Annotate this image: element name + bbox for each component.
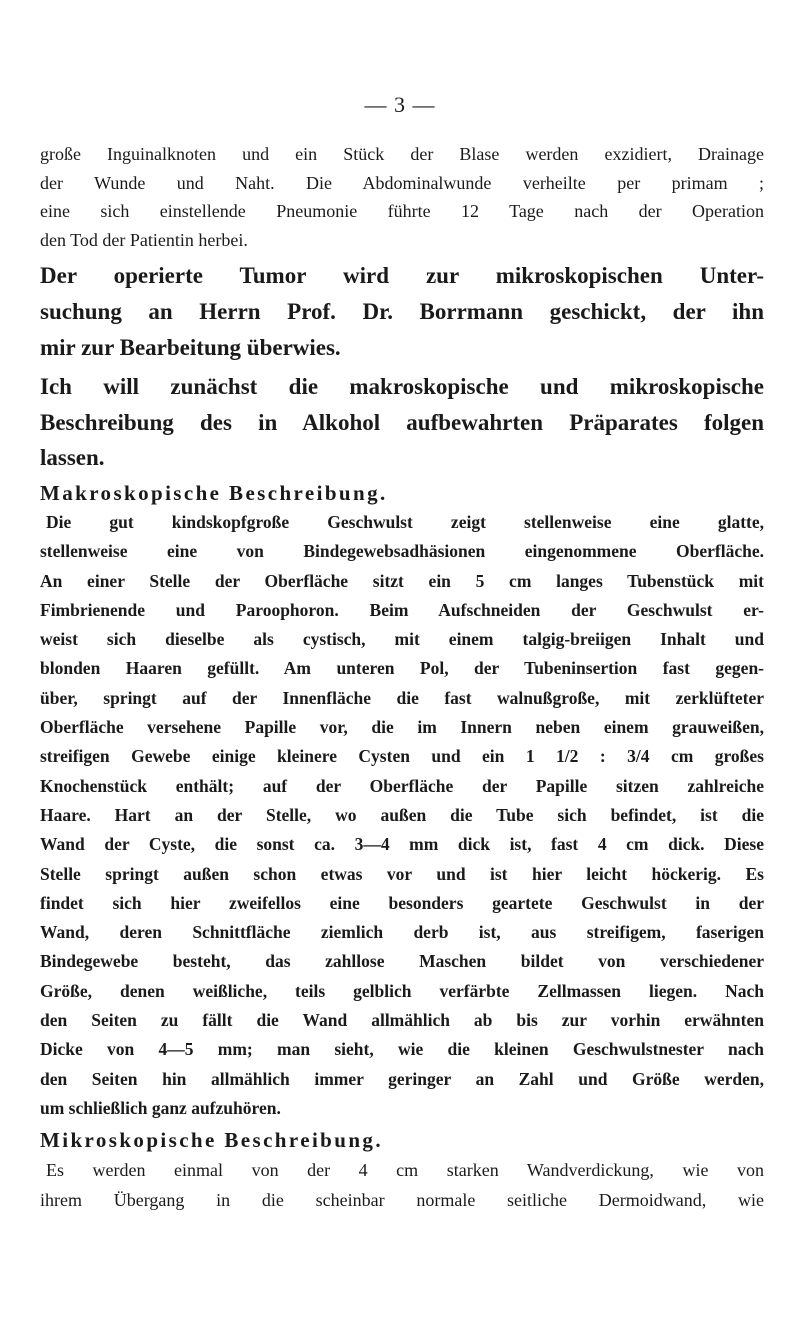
paragraph-tumor-examination [40,258,764,365]
text-line: Ich will zunächst die makroskopische und mikroskopische [40,374,764,400]
text-line: streifigen Gewebe einige kleinere Cysten und ein 1 1/2 : 3/4 cm großes [40,746,764,767]
text-line: eine sich einstellende Pneumonie führte 12 Tage nach der Operation [40,201,764,222]
text-line: den Tod der Patientin herbei. [40,229,248,250]
text-line: ihrem Übergang in die scheinbar normale seitliche Dermoidwand, wie [40,1190,764,1211]
text-line: Haare. Hart an der Stelle, wo außen die Tube sich befindet, ist die [40,804,764,825]
section-heading-macroscopic [40,478,764,508]
text-line: suchung an Herrn Prof. Dr. Borrmann geschickt, der ihn [40,298,764,324]
text-line: mir zur Bearbeitung überwies. [40,334,341,360]
text-line: weist sich dieselbe als cystisch, mit einem talgig-breiigen Inhalt und [40,629,764,650]
paragraph-description-intro [40,369,764,476]
text-line: Bindegewebe besteht, das zahllose Maschen bildet von verschiedener [40,951,764,972]
heading-text: Mikroskopische Beschreibung. [40,1128,383,1153]
text-line: Der operierte Tumor wird zur mikroskopischen Unter- [40,263,764,289]
text-line: findet sich hier zweifellos eine besonders geartete Geschwulst in der [40,892,764,913]
text-line: der Wunde und Naht. Die Abdominalwunde verheilte per primam ; [40,172,764,193]
text-line: Fimbrienende und Paroophoron. Beim Aufschneiden der Geschwulst er- [40,599,764,620]
text-line: um schließlich ganz aufzuhören. [40,1097,281,1118]
text-line: den Seiten zu fällt die Wand allmählich ab bis zur vorhin erwähnten [40,1009,764,1030]
section-heading-microscopic [40,1125,764,1155]
text-line: Dicke von 4—5 mm; man sieht, wie die kleinen Geschwulstnester nach [40,1039,764,1060]
text-line: An einer Stelle der Oberfläche sitzt ein 5 cm langes Tubenstück mit [40,570,764,591]
text-line: große Inguinalknoten und ein Stück der Blase werden exzidiert, Drainage [40,144,764,164]
paragraph-macroscopic-description [40,508,764,1123]
text-line: über, springt auf der Innenfläche die fast walnußgroße, mit zerklüfteter [40,687,764,708]
text-line: Wand, deren Schnittfläche ziemlich derb ist, aus streifigem, faserigen [40,922,764,943]
text-line: Die gut kindskopfgroße Geschwulst zeigt stellenweise eine glatte, [46,511,764,532]
text-line: Wand der Cyste, die sonst ca. 3—4 mm dick ist, fast 4 cm dick. Diese [40,834,764,855]
text-line: Beschreibung des in Alkohol aufbewahrten Präparates folgen [40,409,764,435]
paragraph-microscopic-description [40,1155,764,1215]
text-line: Stelle springt außen schon etwas vor und ist hier leicht höckerig. Es [40,863,764,884]
text-line: Oberfläche versehene Papille vor, die im Innern neben einem grauweißen, [40,717,764,738]
text-line: Größe, denen weißliche, teils gelblich verfärbte Zellmassen liegen. Nach [40,980,764,1001]
text-line: stellenweise eine von Bindegewebsadhäsionen eingenommene Oberfläche. [40,541,764,562]
text-line: lassen. [40,445,105,471]
text-line: den Seiten hin allmählich immer geringer an Zahl und Größe werden, [40,1068,764,1089]
page-number: — 3 — [364,92,436,117]
heading-text: Makroskopische Beschreibung. [40,480,388,505]
page-body [40,140,764,1215]
text-line: Es werden einmal von der 4 cm starken Wandverdickung, wie von [46,1160,764,1181]
text-line: blonden Haaren gefüllt. Am unteren Pol, der Tubeninsertion fast gegen- [40,658,764,679]
paragraph-operation-report [40,140,764,254]
text-line: Knochenstück enthält; auf der Oberfläche der Papille sitzen zahlreiche [40,775,764,796]
